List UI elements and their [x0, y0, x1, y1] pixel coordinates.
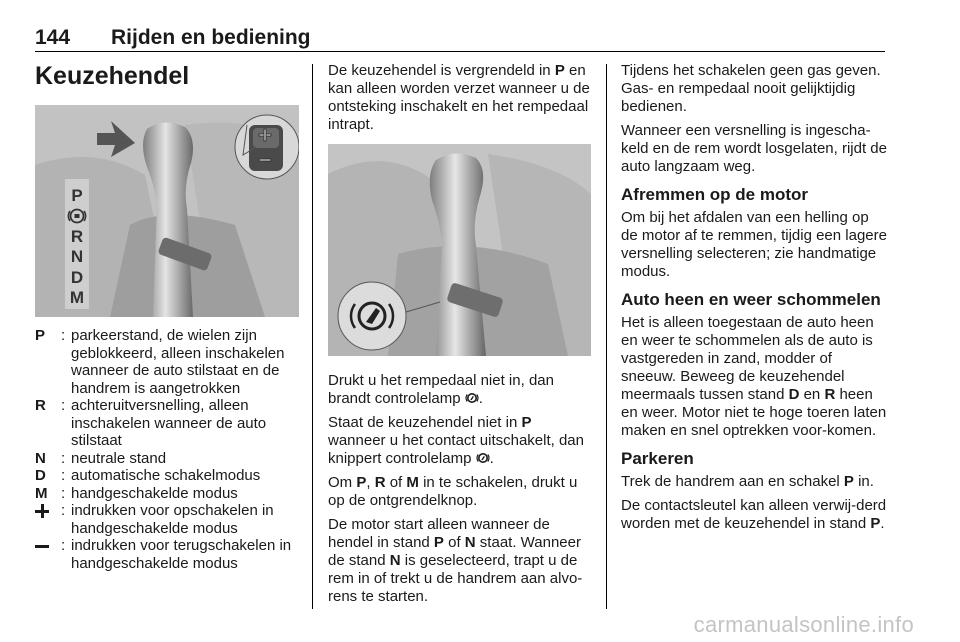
page-number: 144 [35, 26, 71, 49]
paragraph: Het is alleen toegestaan de auto heen en weer te schommelen als de auto is vastgereden in zand, modder of sneeuw. Beweeg de keuzehendel meermaals tussen stand D en R heen en weer. Motor niet te hoge toeren laten maken en snel optrekken voor-komen. [621, 314, 887, 439]
page-header [35, 24, 885, 52]
definition-term: R [35, 397, 46, 414]
paragraph: De keuzehendel is vergrendeld in P en kan alleen worden verzet wanneer u de ontsteking inschakelt en het rempedaal intrapt. [328, 62, 590, 133]
subheading-rocking: Auto heen en weer schommelen [621, 290, 881, 309]
section-title: Keuzehendel [35, 62, 190, 90]
definition-description: parkeerstand, de wielen zijn geblokkeerd, alleen inschakelen wanneer de auto stilstaat en de handrem is aangetrokken [71, 327, 285, 397]
definition-row: D : automatische schakelmodus [35, 467, 300, 485]
column-divider [312, 64, 313, 609]
plus-icon [35, 502, 61, 537]
subheading-engine-braking: Afremmen op de motor [621, 185, 809, 204]
brake-warning-lamp-icon [465, 391, 479, 405]
figure-label-n: N [70, 247, 84, 266]
definition-description: achteruitversnelling, alleen inschakelen wanneer de auto stilstaat [71, 397, 267, 449]
definition-term: D [35, 467, 46, 484]
column-1 [35, 62, 300, 572]
figure-label-r: R [70, 227, 84, 246]
minus-icon [35, 537, 61, 572]
paragraph: Trek de handrem aan en schakel P in. [621, 473, 874, 490]
paragraph: Tijdens het schakelen geen gas geven. Gas- en rempedaal nooit gelijktijdig bedienen. [621, 62, 881, 115]
paragraph: Om P, R of M in te schakelen, drukt u op de ontgrendelknop. [328, 474, 578, 509]
definition-description: automatische schakelmodus [71, 467, 261, 484]
figure-label-d: D [70, 268, 84, 287]
definition-row: : indrukken voor opschakelen in handgeschakelde modus [35, 502, 300, 537]
watermark: carmanualsonline.info [693, 612, 914, 637]
paragraph: De contactsleutel kan alleen verwij-derd worden met de keuzehendel in stand P. [621, 497, 887, 532]
definition-term: M [35, 484, 48, 502]
definition-description: indrukken voor terugschakelen in handgeschakelde modus [71, 537, 292, 572]
paragraph: Om bij het afdalen van een helling op de motor af te remmen, tijdig een lagere versnelling selecteren; zie handmatige modus. [621, 209, 887, 280]
definition-row: N : neutrale stand [35, 450, 300, 468]
definition-row: : indrukken voor terugschakelen in handgeschakelde modus [35, 537, 300, 572]
definition-row: M : handgeschakelde modus [35, 485, 300, 503]
definition-row: P : parkeerstand, de wielen zijn geblokkeerd, alleen inschakelen wanneer de auto stilstaat en de handrem is aangetrokken [35, 327, 300, 397]
definition-term: N [35, 449, 46, 467]
column-divider [606, 64, 607, 609]
paragraph: Drukt u het rempedaal niet in, dan brandt controlelamp . [328, 372, 554, 407]
paragraph: De motor start alleen wanneer de hendel in stand P of N staat. Wanneer de stand N is geselecteerd, trapt u de rem in of trekt u de handrem aan alvo-rens te starten. [328, 516, 583, 605]
brake-lamp-illustration [328, 144, 591, 356]
definition-term: P [35, 327, 46, 344]
subheading-parking: Parkeren [621, 449, 694, 468]
paragraph: Staat de keuzehendel niet in P wanneer u het contact uitschakelt, dan knippert controlelamp . [328, 414, 584, 467]
definition-description: indrukken voor opschakelen in handgeschakelde modus [71, 502, 274, 537]
figure-label-m: M [69, 288, 85, 307]
column-2 [328, 62, 592, 612]
gear-selector-illustration [35, 105, 299, 317]
definition-description: neutrale stand [71, 449, 167, 467]
brake-warning-lamp-icon [476, 451, 490, 465]
definition-row: R : achteruitversnelling, alleen inschakelen wanneer de auto stilstaat [35, 397, 300, 450]
column-3 [621, 62, 887, 539]
gear-selector-drawing [35, 105, 299, 317]
figure-label-p: P [71, 186, 83, 205]
brake-lamp-drawing [328, 144, 591, 356]
paragraph: Wanneer een versnelling is ingescha-keld en de rem wordt losgelaten, rijdt de auto langzaam weg. [621, 122, 887, 175]
running-title: Rijden en bediening [111, 26, 311, 49]
gear-position-definitions [35, 327, 300, 572]
definition-description: handgeschakelde modus [71, 484, 238, 502]
